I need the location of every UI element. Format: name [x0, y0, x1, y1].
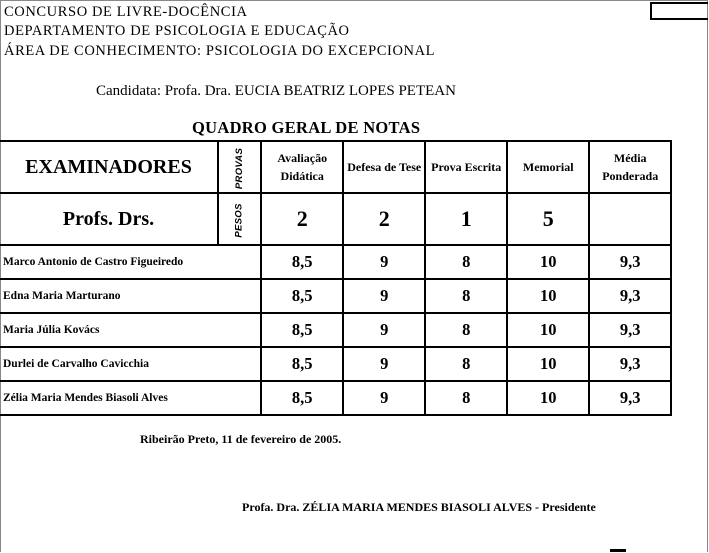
weight-cell: [589, 193, 671, 245]
header-line-1: CONCURSO DE LIVRE-DOCÊNCIA: [4, 4, 248, 20]
score-cell: 8,5: [261, 279, 343, 313]
score-cell: 8: [425, 279, 507, 313]
table-row: [0, 313, 671, 347]
examiner-name: Edna Maria Marturano: [0, 279, 261, 313]
column-header: Defesa de Tese: [343, 141, 425, 193]
examiner-name: Durlei de Carvalho Cavicchia: [0, 347, 261, 381]
score-cell: 9: [343, 347, 425, 381]
score-cell: 10: [507, 347, 589, 381]
score-cell: 9: [343, 381, 425, 415]
table-row: [0, 279, 671, 313]
header-row: [0, 141, 671, 193]
column-header: Avaliação Didática: [261, 141, 343, 193]
bottom-mark: [610, 549, 626, 552]
column-header: Prova Escrita: [425, 141, 507, 193]
score-cell: 9,3: [589, 245, 671, 279]
score-cell: 9,3: [589, 381, 671, 415]
score-cell: 9,3: [589, 279, 671, 313]
weight-cell: 2: [343, 193, 425, 245]
score-cell: 9: [343, 245, 425, 279]
score-cell: 8: [425, 313, 507, 347]
table-row: [0, 245, 671, 279]
score-cell: 8: [425, 347, 507, 381]
score-cell: 8,5: [261, 313, 343, 347]
score-cell: 9,3: [589, 347, 671, 381]
weight-cell: 1: [425, 193, 507, 245]
score-cell: 10: [507, 381, 589, 415]
weight-cell: 5: [507, 193, 589, 245]
header-line-2: DEPARTAMENTO DE PSICOLOGIA E EDUCAÇÃO: [4, 23, 350, 39]
table-row: [0, 381, 671, 415]
column-header: Memorial: [507, 141, 589, 193]
weight-cell: 2: [261, 193, 343, 245]
score-cell: 10: [507, 313, 589, 347]
column-header: Média Ponderada: [589, 141, 671, 193]
profs-header: Profs. Drs.: [0, 193, 218, 245]
pesos-label-cell: [218, 193, 261, 245]
score-cell: 8: [425, 245, 507, 279]
weights-row: [0, 193, 671, 245]
score-cell: 8,5: [261, 245, 343, 279]
candidate-line: Candidata: Profa. Dra. EUCIA BEATRIZ LOPES PETEAN: [96, 83, 456, 99]
score-cell: 9: [343, 313, 425, 347]
score-cell: 10: [507, 279, 589, 313]
table-title: QUADRO GERAL DE NOTAS: [192, 118, 421, 137]
header-line-3: ÁREA DE CONHECIMENTO: PSICOLOGIA DO EXCEPCIONAL: [4, 43, 436, 59]
score-cell: 9: [343, 279, 425, 313]
examiner-name: Zélia Maria Mendes Biasoli Alves: [0, 381, 261, 415]
examiners-header: EXAMINADORES: [0, 141, 218, 193]
score-cell: 8,5: [261, 347, 343, 381]
examiner-name: Maria Júlia Kovács: [0, 313, 261, 347]
examiner-name: Marco Antonio de Castro Figueiredo: [0, 245, 261, 279]
signature-line: Profa. Dra. ZÉLIA MARIA MENDES BIASOLI ALVES - Presidente: [242, 500, 596, 514]
corner-box: [650, 2, 708, 20]
score-cell: 10: [507, 245, 589, 279]
score-cell: 8,5: [261, 381, 343, 415]
pesos-label: PESOS: [234, 203, 246, 238]
score-cell: 8: [425, 381, 507, 415]
grades-table: [0, 140, 672, 416]
provas-label: PROVAS: [234, 147, 246, 190]
provas-label-cell: [218, 141, 261, 193]
date-line: Ribeirão Preto, 11 de fevereiro de 2005.: [140, 432, 342, 446]
table-row: [0, 347, 671, 381]
score-cell: 9,3: [589, 313, 671, 347]
